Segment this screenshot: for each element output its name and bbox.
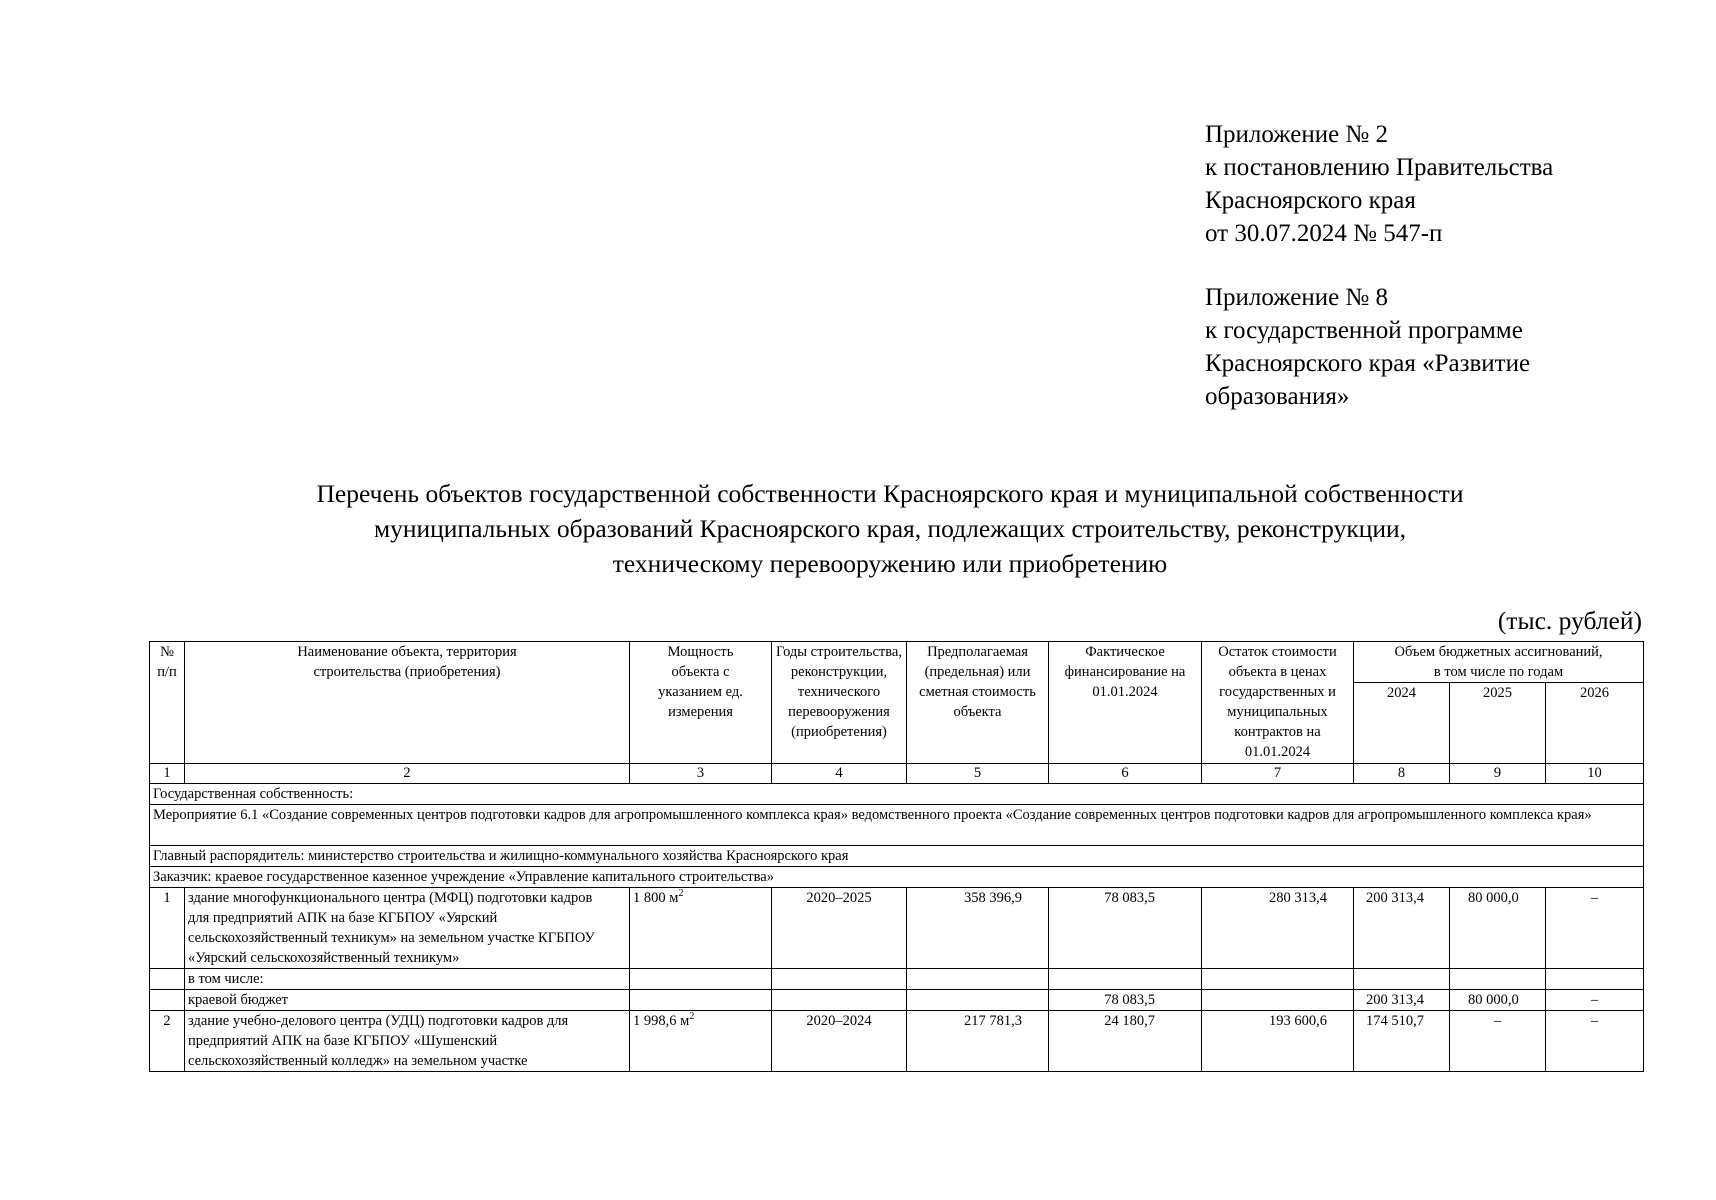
section-manager: Главный распорядитель: министерство строительства и жилищно-коммунального хозяйства Красноярского края bbox=[150, 846, 1644, 867]
row1-including-empty-10 bbox=[1546, 969, 1644, 990]
row1-cost: 358 396,9 bbox=[907, 888, 1049, 969]
annex-current-line-4: от 30.07.2024 № 547-п bbox=[1205, 220, 1443, 247]
annex-original-line-4: образования» bbox=[1205, 383, 1350, 410]
row1-regional-label: краевой бюджет bbox=[185, 990, 630, 1011]
table-row bbox=[150, 990, 1644, 1011]
annex-original-block bbox=[1205, 281, 1530, 413]
col-number-2: 2 bbox=[185, 764, 630, 784]
col-number-3: 3 bbox=[630, 764, 772, 784]
section-measure-row bbox=[150, 805, 1644, 846]
row1-y2025: 80 000,0 bbox=[1450, 888, 1546, 969]
row2-capacity bbox=[630, 1011, 772, 1072]
col-number-7: 7 bbox=[1202, 764, 1354, 784]
row1-capacity-sup: 2 bbox=[678, 888, 684, 900]
header-year-2024: 2024 bbox=[1354, 683, 1450, 764]
row2-y2025: – bbox=[1450, 1011, 1546, 1072]
row1-regional-financed: 78 083,5 bbox=[1049, 990, 1202, 1011]
row2-financed: 24 180,7 bbox=[1049, 1011, 1202, 1072]
annex-original-line-1: Приложение № 8 bbox=[1205, 284, 1389, 311]
col-number-5: 5 bbox=[907, 764, 1049, 784]
document-title-line-1: Перечень объектов государственной собственности Красноярского края и муниципальной собственности bbox=[316, 479, 1464, 508]
document-title bbox=[150, 476, 1630, 581]
row2-capacity-value: 1 998,6 м bbox=[633, 1013, 690, 1029]
row1-remaining: 280 313,4 bbox=[1202, 888, 1354, 969]
annex-current-line-3: Красноярского края bbox=[1205, 187, 1416, 214]
header-years: Годы строительства, реконструкции, технического перевооружения (приобретения) bbox=[772, 642, 907, 764]
header-year-2025: 2025 bbox=[1450, 683, 1546, 764]
row1-regional-empty-4 bbox=[772, 990, 907, 1011]
units-label: (тыс. рублей) bbox=[1497, 606, 1642, 635]
row1-regional-y2024: 200 313,4 bbox=[1354, 990, 1450, 1011]
row1-y2024: 200 313,4 bbox=[1354, 888, 1450, 969]
row1-years: 2020–2025 bbox=[772, 888, 907, 969]
section-manager-row bbox=[150, 846, 1644, 867]
annex-current-line-2: к постановлению Правительства bbox=[1205, 154, 1554, 181]
row2-y2026: – bbox=[1546, 1011, 1644, 1072]
row1-including-label: в том числе: bbox=[185, 969, 630, 990]
col-number-1: 1 bbox=[150, 764, 185, 784]
row1-capacity bbox=[630, 888, 772, 969]
header-cost: Предполагаемая (предельная) или сметная стоимость объекта bbox=[907, 642, 1049, 764]
table-row bbox=[150, 888, 1644, 969]
row1-regional-y2026: – bbox=[1546, 990, 1644, 1011]
row1-including-empty-5 bbox=[907, 969, 1049, 990]
table-header-row bbox=[150, 642, 1644, 683]
section-measure: Мероприятие 6.1 «Создание современных центров подготовки кадров для агропромышленного комплекса края» ведомственного проекта «Создание современных центров подготовки кадров для агропромышленного комплекса края» bbox=[150, 805, 1644, 846]
row2-capacity-sup: 2 bbox=[689, 1011, 695, 1023]
row2-name: здание учебно-делового центра (УДЦ) подготовки кадров для предприятий АПК на базе КГБПОУ «Шушенский сельскохозяйственный колледж» на земельном участке bbox=[185, 1011, 630, 1072]
row1-financed: 78 083,5 bbox=[1049, 888, 1202, 969]
col-number-6: 6 bbox=[1049, 764, 1202, 784]
header-name: Наименование объекта, территория строительства (приобретения) bbox=[185, 642, 630, 764]
row1-including-empty-3 bbox=[630, 969, 772, 990]
col-number-10: 10 bbox=[1546, 764, 1644, 784]
header-financed: Фактическое финансирование на 01.01.2024 bbox=[1049, 642, 1202, 764]
row2-cost: 217 781,3 bbox=[907, 1011, 1049, 1072]
row1-capacity-value: 1 800 м bbox=[633, 890, 679, 906]
row1-regional-empty-5 bbox=[907, 990, 1049, 1011]
header-num: № п/п bbox=[150, 642, 185, 764]
row1-including-empty-7 bbox=[1202, 969, 1354, 990]
row2-years: 2020–2024 bbox=[772, 1011, 907, 1072]
document-title-line-3: техническому перевооружению или приобретению bbox=[612, 549, 1168, 578]
table-row bbox=[150, 969, 1644, 990]
document-title-line-2: муниципальных образований Красноярского края, подлежащих строительству, реконструкции, bbox=[373, 514, 1407, 543]
col-number-9: 9 bbox=[1450, 764, 1546, 784]
row1-regional-y2025: 80 000,0 bbox=[1450, 990, 1546, 1011]
row1-including-empty-8 bbox=[1354, 969, 1450, 990]
annex-original-line-2: к государственной программе bbox=[1205, 317, 1523, 344]
table-row bbox=[150, 1011, 1644, 1072]
annex-current-line-1: Приложение № 2 bbox=[1205, 121, 1389, 148]
objects-table bbox=[149, 641, 1644, 1072]
row2-remaining: 193 600,6 bbox=[1202, 1011, 1354, 1072]
col-number-8: 8 bbox=[1354, 764, 1450, 784]
section-ownership: Государственная собственность: bbox=[150, 784, 1644, 805]
row1-num: 1 bbox=[150, 888, 185, 969]
row1-including-empty-9 bbox=[1450, 969, 1546, 990]
row2-num: 2 bbox=[150, 1011, 185, 1072]
row1-regional-empty-7 bbox=[1202, 990, 1354, 1011]
row1-name: здание многофункционального центра (МФЦ) подготовки кадров для предприятий АПК на базе КГБПОУ «Уярский сельскохозяйственный техникум» на земельном участке КГБПОУ «Уярский сельскохозяйственный техникум» bbox=[185, 888, 630, 969]
section-ownership-row bbox=[150, 784, 1644, 805]
row1-regional-num bbox=[150, 990, 185, 1011]
header-capacity: Мощность объекта с указанием ед. измерения bbox=[630, 642, 772, 764]
section-customer: Заказчик: краевое государственное казенное учреждение «Управление капитального строительства» bbox=[150, 867, 1644, 888]
row1-including-num bbox=[150, 969, 185, 990]
row1-y2026: – bbox=[1546, 888, 1644, 969]
header-remaining: Остаток стоимости объекта в ценах государственных и муниципальных контрактов на 01.01.2024 bbox=[1202, 642, 1354, 764]
column-numbers-row bbox=[150, 764, 1644, 784]
row2-y2024: 174 510,7 bbox=[1354, 1011, 1450, 1072]
row1-including-empty-4 bbox=[772, 969, 907, 990]
header-year-2026: 2026 bbox=[1546, 683, 1644, 764]
header-budget: Объем бюджетных ассигнований, в том числе по годам bbox=[1354, 642, 1644, 683]
annex-current-block bbox=[1205, 118, 1553, 250]
col-number-4: 4 bbox=[772, 764, 907, 784]
annex-original-line-3: Красноярского края «Развитие bbox=[1205, 350, 1531, 377]
row1-regional-empty-3 bbox=[630, 990, 772, 1011]
row1-including-empty-6 bbox=[1049, 969, 1202, 990]
section-customer-row bbox=[150, 867, 1644, 888]
